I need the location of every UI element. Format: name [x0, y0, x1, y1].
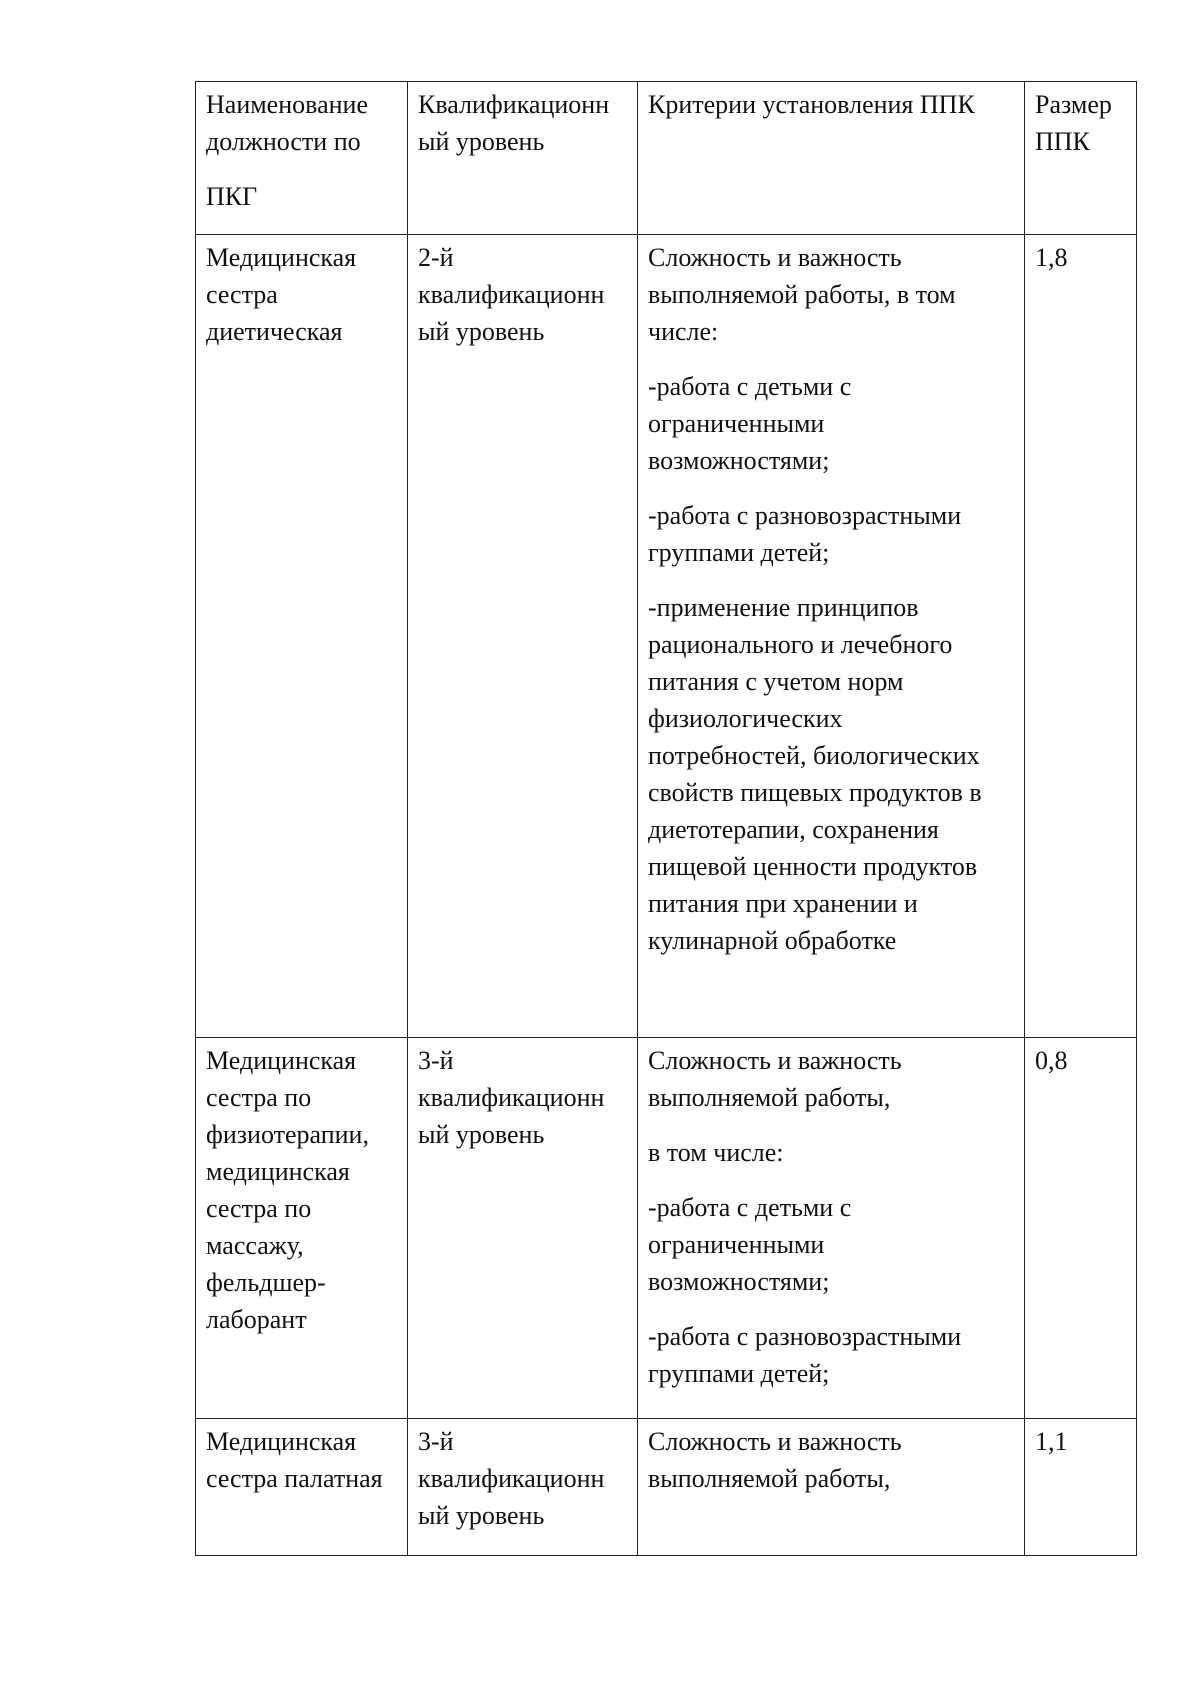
row-position-cell: Медицинская сестра по физиотерапии, медицинская сестра по массажу, фельдшер- лаборант — [196, 1038, 408, 1419]
table-row — [196, 235, 1137, 1038]
criteria-paragraph: Сложность и важность выполняемой работы, в том числе: — [648, 243, 956, 346]
row-size-cell: 0,8 — [1025, 1038, 1137, 1419]
header-position-line2: должности по — [206, 127, 361, 156]
criteria-paragraph: в том числе: — [648, 1138, 784, 1167]
table-row — [196, 1038, 1137, 1419]
criteria-paragraph: -применение принципов рационального и лечебного питания с учетом норм физиологических потребностей, биологических свойств пищевых продуктов в диетотерапии, сохранения пищевой ценности продуктов питания при хранении и кулинарной обработке — [648, 593, 982, 955]
row-position-cell: Медицинская сестра палатная — [196, 1419, 408, 1556]
row-level-cell: 2-й квалификационн ый уровень — [408, 235, 638, 1038]
row-size-cell: 1,1 — [1025, 1419, 1137, 1556]
row-position-cell: Медицинская сестра диетическая — [196, 235, 408, 1038]
header-position-cell — [196, 82, 408, 235]
header-position-line3: ПКГ — [206, 182, 258, 211]
header-size-cell: Размер ППК — [1025, 82, 1137, 235]
row-criteria-cell — [638, 1038, 1025, 1419]
criteria-paragraph: -работа с разновозрастными группами детей; — [648, 501, 962, 567]
row-level-cell: 3-й квалификационн ый уровень — [408, 1038, 638, 1419]
criteria-paragraph: Сложность и важность выполняемой работы, — [648, 1046, 902, 1112]
table-row — [196, 1419, 1137, 1556]
criteria-paragraph: Сложность и важность выполняемой работы, — [648, 1427, 902, 1493]
criteria-paragraph: -работа с детьми с ограниченными возможностями; — [648, 372, 852, 475]
table-header-row — [196, 82, 1137, 235]
row-size-cell: 1,8 — [1025, 235, 1137, 1038]
row-criteria-cell — [638, 1419, 1025, 1556]
header-position-line1: Наименование — [206, 90, 368, 119]
ppk-criteria-table — [195, 81, 1137, 1556]
criteria-paragraph: -работа с разновозрастными группами детей; — [648, 1322, 962, 1388]
row-level-cell: 3-й квалификационн ый уровень — [408, 1419, 638, 1556]
criteria-paragraph: -работа с детьми с ограниченными возможностями; — [648, 1193, 852, 1296]
row-criteria-cell — [638, 235, 1025, 1038]
header-level-cell: Квалификационн ый уровень — [408, 82, 638, 235]
header-criteria-cell: Критерии установления ППК — [638, 82, 1025, 235]
